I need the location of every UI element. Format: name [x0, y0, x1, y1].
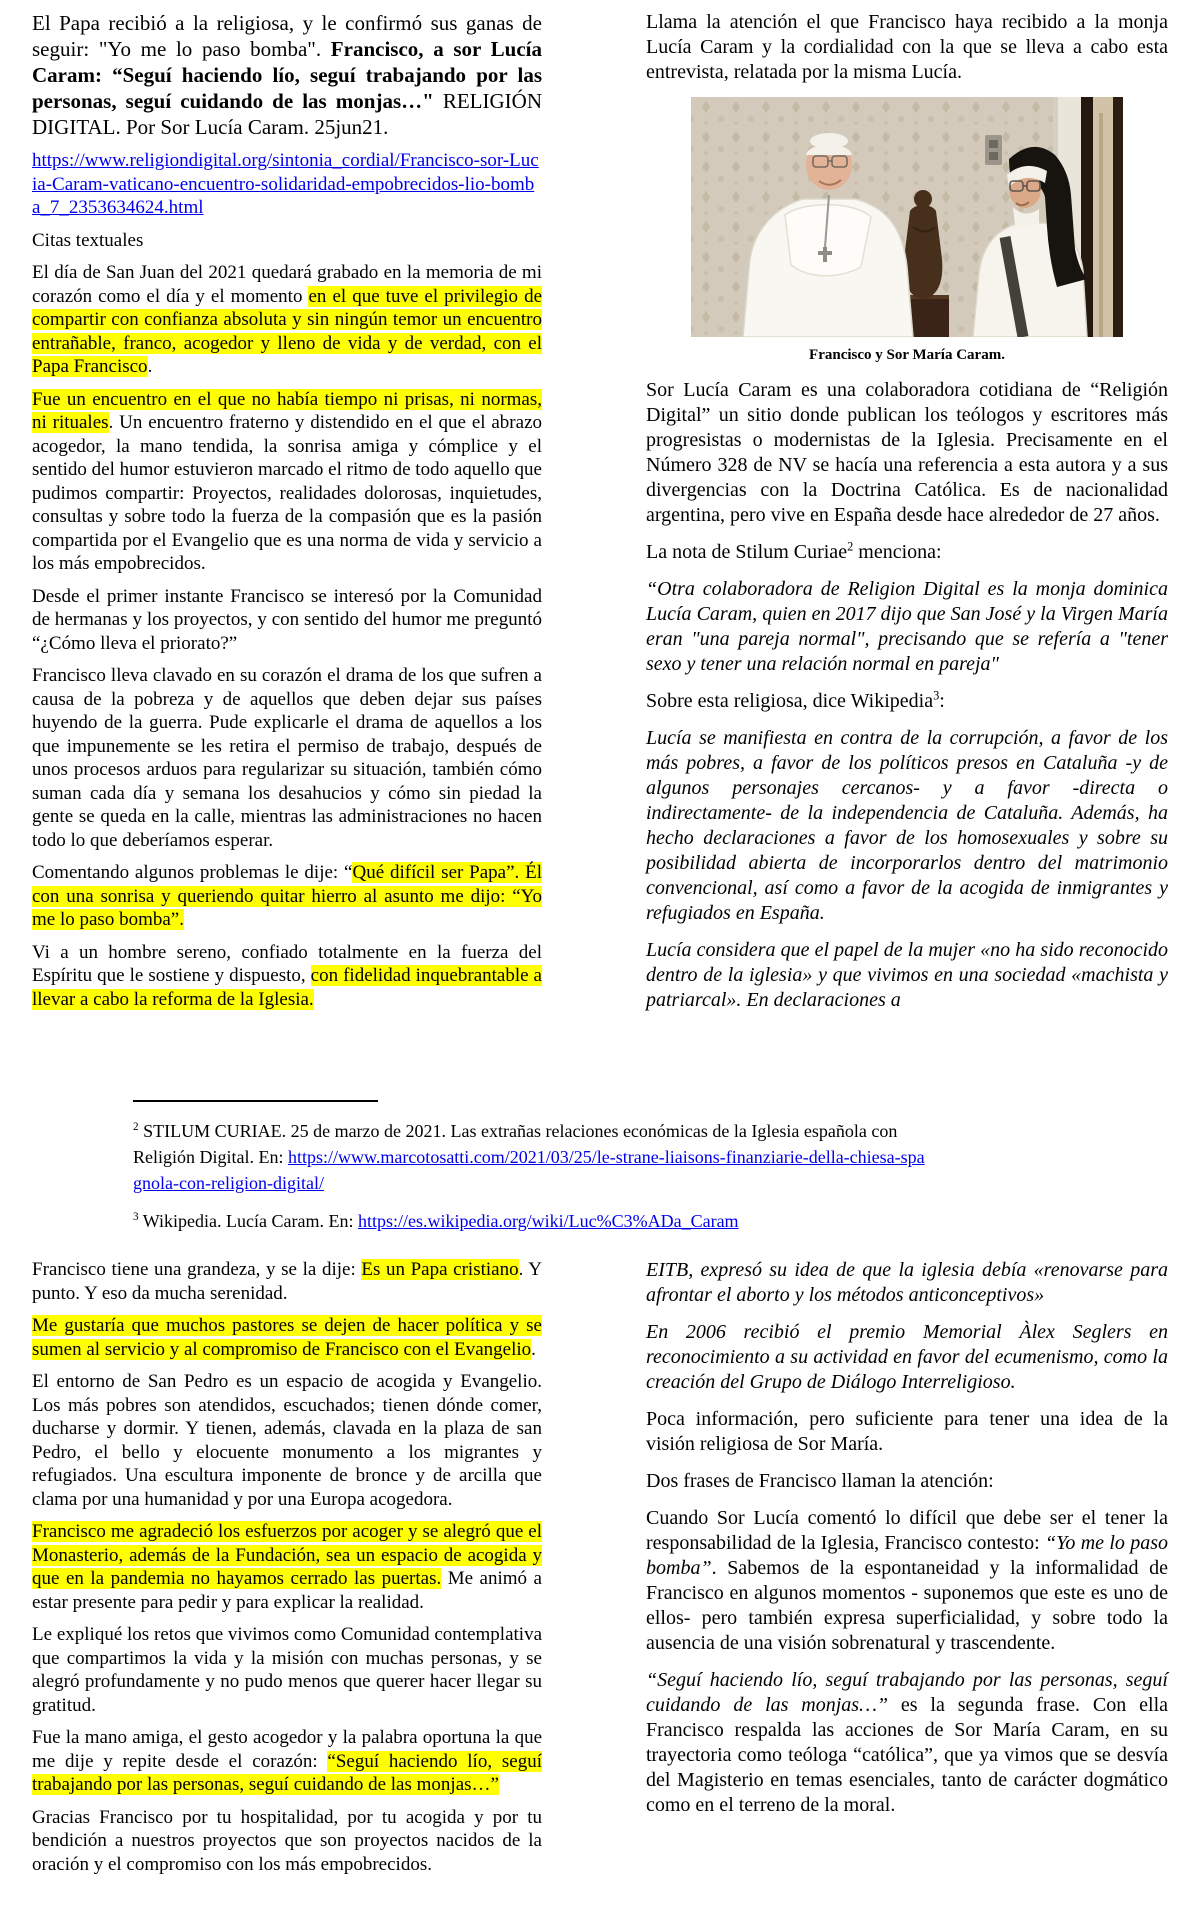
paragraph [646, 1407, 1168, 1457]
paragraph [646, 1506, 1168, 1656]
door-panel [1113, 97, 1123, 337]
text-run: : [939, 690, 945, 712]
paragraph [32, 664, 542, 852]
text-run: Lucía se manifiesta en contra de la corrupción, a favor de los más pobres, a favor de los políticos presos en Cataluña -y de algunos personajes cercanos- y a favor -directa o indirectamente- de la independencia de Cataluña. Además, ha hecho declaraciones a favor de los homosexuales y sobre su posibilidad abierta de incorporarlos dentro del matrimonio convencional, así como a favor de la acogida de inmigrantes y refugiados en España. [646, 727, 1168, 924]
footnote-reference: 3 [933, 688, 940, 703]
text-run: Cuando Sor Lucía comentó lo difícil que debe ser el tener la responsabilidad de la Iglesia, Francisco contesto: [646, 1507, 1168, 1554]
paragraph [32, 261, 542, 379]
text-run: Wikipedia. Lucía Caram. En: [138, 1211, 358, 1231]
text-run: El entorno de San Pedro es un espacio de acogida y Evangelio. Los más pobres son atendidos, escuchados; tienen dónde comer, ducharse y dormir. Y tienen, además, clavada en la plaza de san Pedro, el bello y elocuente monumento a los migrantes y refugiados. Una escultura imponente de bronce y de arcilla que clama por una humanidad y por una Europa acogedora. [32, 1371, 542, 1510]
footnote-list [133, 1118, 933, 1234]
paragraph [646, 689, 1168, 714]
text-run: es la segunda frase. Con ella Francisco respalda las acciones de Sor María Caram, en su trayectoria como teóloga “católica”, que ya vimos que se desvía del Magisterio en temas esenciales, tanto de carácter dogmático como en el terreno de la moral. [646, 1694, 1168, 1816]
paragraph [32, 1370, 542, 1511]
paragraph [646, 577, 1168, 677]
paragraph [646, 1469, 1168, 1494]
paragraph [32, 1520, 542, 1614]
highlighted-text: en el que tuve el privilegio de compartir con confianza absoluta y sin ningún temor un encuentro entrañable, franco, acogedor y lleno de vida y de verdad, con el Papa Francisco [32, 285, 542, 377]
footnotes-section [133, 1100, 933, 1246]
paragraph [646, 726, 1168, 926]
text-run: Comentando algunos problemas le dije: “ [32, 862, 353, 883]
paragraph [32, 1806, 542, 1877]
text-run: STILUM CURIAE. 25 de marzo de 2021. Las extrañas relaciones económicas de la Iglesia española con Religión Digital. En: [133, 1121, 898, 1167]
footnote-separator [133, 1100, 378, 1102]
text-run: EITB, expresó su idea de que la iglesia debía «renovarse para afrontar el aborto y los métodos anticonceptivos» [646, 1259, 1168, 1306]
column-bottom-left [32, 1258, 542, 1885]
hyperlink[interactable]: https://www.marcotosatti.com/2021/03/25/le-strane-liaisons-finanziarie-della-chiesa-spagnola-con-religion-digital/ [133, 1147, 925, 1193]
paragraph [32, 388, 542, 576]
text-run: Lucía considera que el papel de la mujer «no ha sido reconocido dentro de la iglesia» y que vivimos en una sociedad «machista y patriarcal». En declaraciones a [646, 939, 1168, 1011]
paragraph [646, 1668, 1168, 1818]
text-run: Le expliqué los retos que vivimos como Comunidad contemplativa que compartimos la vida y la misión con muchas personas, y se alegró profundamente y no pudo menos que querer hacer llegar su gratitud. [32, 1624, 542, 1716]
photo-caption: Francisco y Sor María Caram. [809, 347, 1005, 363]
text-run: RELIGIÓN DIGITAL. Por Sor Lucía Caram. 25jun21. [32, 89, 542, 139]
text-run: En 2006 recibió el premio Memorial Àlex Seglers en reconocimiento a su actividad en favor del ecumenismo, como la creación del Grupo de Diálogo Interreligioso. [646, 1321, 1168, 1393]
paragraph [32, 1726, 542, 1797]
paragraph [32, 585, 542, 656]
text-run: Francisco tiene una grandeza, y se la dije: [32, 1259, 362, 1280]
text-run: Gracias Francisco por tu hospitalidad, por tu acogida y por tu bendición a nuestros proyectos que son proyectos nacidos de la oración y el compromiso con los más empobrecidos. [32, 1806, 542, 1875]
top-right-intro [646, 10, 1168, 85]
text-run: La nota de Stilum Curiae [646, 541, 848, 563]
highlighted-text: Francisco me agradeció los esfuerzos por acoger y se alegró que el Monasterio, además de la Fundación, sea un espacio de acogida y que en la pandemia no hayamos cerrado las puertas. [32, 1521, 542, 1589]
text-run: “Yo me lo paso bomba” [646, 1532, 1168, 1579]
paragraph [32, 1623, 542, 1717]
text-run: Desde el primer instante Francisco se interesó por la Comunidad de hermanas y los proyectos, y con sentido del humor me preguntó “¿Cómo lleva el priorato?” [32, 585, 542, 654]
text-run: Francisco, a sor Lucía Caram: “Seguí haciendo lío, seguí trabajando por las personas, seguí cuidando de las monjas…" [32, 37, 542, 113]
hyperlink[interactable]: https://es.wikipedia.org/wiki/Luc%C3%ADa_Caram [357, 1211, 739, 1231]
text-run: Dos frases de Francisco llaman la atención: [646, 1470, 994, 1492]
paragraph [133, 1118, 933, 1196]
text-run: Citas textuales [32, 229, 144, 251]
text-run: “Otra colaboradora de Religion Digital es la monja dominica Lucía Caram, quien en 2017 dijo que San José y la Virgen María eran "una pareja normal", precisando que se refería a "tener sexo y tener una relación normal en pareja" [646, 578, 1168, 675]
paragraph [32, 1314, 542, 1361]
footnote-reference: 3 [133, 1211, 139, 1223]
paragraph [646, 938, 1168, 1013]
text-run: Me animó a estar presente para pedir y para explicar la realidad. [32, 1568, 542, 1613]
column-bottom-right [646, 1258, 1168, 1830]
text-run: Francisco lleva clavado en su corazón el drama de los que sufren a causa de la pobreza y de aquellos que deben dejar sus países huyendo de la guerra. Pude explicarle el drama de aquellos a los que impunemente se les retira el permiso de trabajo, después de unos procesos arduos para regularizar su situación, también cómo suman cada día y semana los desahucios y cómo sin piedad la gente se queda en la calle, mientras las administraciones no hacen todo lo que deberíamos esperar. [32, 665, 542, 851]
highlighted-text: “Seguí haciendo lío, seguí trabajando por las personas, seguí cuidando de las monjas…” [32, 1750, 542, 1795]
text-run: “Seguí haciendo lío, seguí trabajando por las personas, seguí cuidando de las monjas…” [646, 1669, 1168, 1716]
paragraph [32, 229, 542, 253]
text-run: . Y punto. Y eso da mucha serenidad. [32, 1259, 543, 1304]
photo-francisco-caram [691, 97, 1123, 337]
paragraph [646, 1258, 1168, 1308]
paragraph [32, 941, 542, 1012]
text-run: . [531, 1338, 536, 1360]
paragraph [32, 10, 542, 140]
column-top-left [32, 10, 542, 1020]
photo-block [691, 97, 1123, 364]
paragraph [133, 1208, 933, 1234]
text-run: Llama la atención el que Francisco haya recibido a la monja Lucía Caram y la cordialidad con la que se lleva a cabo esta entrevista, relatada por la misma Lucía. [646, 11, 1168, 83]
text-run: Vi a un hombre sereno, confiado totalmente en la fuerza del Espíritu que le sostiene y dispuesto, [32, 941, 542, 986]
text-run: El día de San Juan del 2021 quedará grabado en la memoria de mi corazón como el día y el momento [32, 262, 542, 307]
text-run: El Papa recibió a la religiosa, y le confirmó sus ganas de seguir: "Yo me lo paso bomba". [32, 11, 542, 61]
paragraph [32, 1258, 542, 1305]
footnote-reference: 2 [133, 1121, 139, 1133]
footnote-reference: 2 [847, 539, 854, 554]
text-run: menciona: [853, 541, 942, 563]
text-run: Sobre esta religiosa, dice Wikipedia [646, 690, 934, 712]
paragraph [646, 1320, 1168, 1395]
paragraph [32, 149, 542, 220]
highlighted-text: Fue un encuentro en el que no había tiempo ni prisas, ni normas, ni rituales [32, 388, 542, 433]
text-run: . [147, 356, 153, 377]
paragraph [646, 378, 1168, 528]
highlighted-text: Me gustaría que muchos pastores se dejen de hacer política y se sumen al servicio y al compromiso de Francisco con el Evangelio [32, 1315, 542, 1360]
column-top-right [646, 10, 1168, 1025]
paragraph [32, 861, 542, 932]
highlighted-text: Es un Papa cristiano [361, 1259, 519, 1280]
text-run: . Un encuentro fraterno y distendido en el que el abrazo acogedor, la mano tendida, la sonrisa amiga y cómplice y el sentido del humor estuvieron marcado el ritmo de todo aquello que pudimos compartir: Proyectos, realidades dolorosas, inquietudes, consultas y sobre todo la fuerza de la compasión que es la pasión compartida por el Evangelio que es una norma de vida y servicio a los más empobrecidos. [32, 412, 542, 574]
hyperlink[interactable]: https://www.religiondigital.org/sintonia_cordial/Francisco-sor-Lucia-Caram-vaticano-encuentro-solidaridad-empobrecidos-lio-bomba_7_2353634624.html [32, 150, 539, 218]
text-run: Poca información, pero suficiente para tener una idea de la visión religiosa de Sor María. [646, 1408, 1168, 1455]
top-right-rest [646, 378, 1168, 1013]
paragraph [646, 540, 1168, 565]
text-run: . Sabemos de la espontaneidad y la informalidad de Francisco en algunos momentos - suponemos que este es uno de ellos- pero también expresa superficialidad, y sobre todo la ausencia de una visión sobrenatural y trascendente. [646, 1557, 1168, 1654]
text-run: Fue la mano amiga, el gesto acogedor y la palabra oportuna la que me dije y repite desde el corazón: [32, 1727, 542, 1772]
highlighted-text: con fidelidad inquebrantable a llevar a cabo la reforma de la Iglesia. [32, 965, 542, 1010]
highlighted-text: Qué difícil ser Papa”. Él con una sonrisa y queriendo quitar hierro al asunto me dijo: “Yo me lo paso bomba”. [32, 862, 543, 930]
text-run: Sor Lucía Caram es una colaboradora cotidiana de “Religión Digital” un sitio donde publican los teólogos y escritores más progresistas o modernistas de la Iglesia. Precisamente en el Número 328 de NV se hacía una referencia a esta autora y a sus divergencias con la Doctrina Católica. Es de nacionalidad argentina, pero vive en España desde hace alrededor de 27 años. [646, 379, 1168, 526]
paragraph [646, 10, 1168, 85]
